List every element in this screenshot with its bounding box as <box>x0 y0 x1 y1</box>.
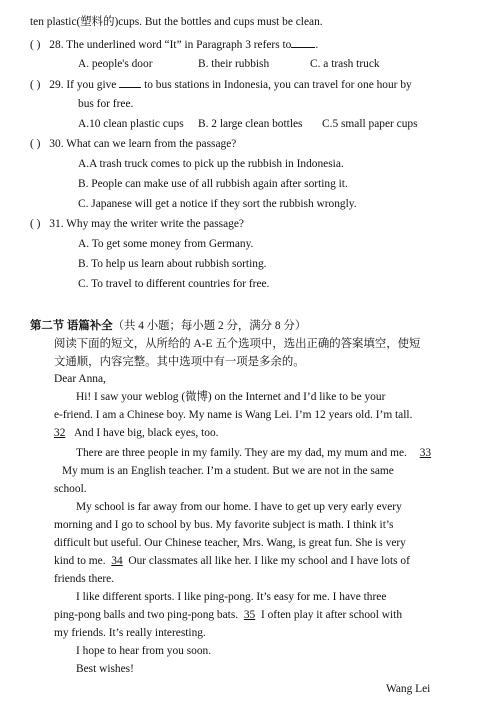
section-heading <box>30 319 306 333</box>
question-31-stem: 31. Why may the writer write the passage? <box>49 218 244 230</box>
question-29-stem-cont: to bus stations in Indonesia, you can travel for one hour by <box>144 79 412 91</box>
blank-32: 32 <box>54 427 66 439</box>
blank-33: 33 <box>419 447 432 459</box>
question-29-stem-wrap: bus for free. <box>78 98 134 110</box>
question-31 <box>30 217 244 231</box>
letter-line: my friends. It’s really interesting. <box>54 627 206 639</box>
answer-paren: ( ) <box>30 79 41 91</box>
question-29-stem: 29. If you give <box>49 79 117 91</box>
q29-option-b: B. 2 large clean bottles <box>198 118 303 130</box>
answer-blank <box>291 37 315 48</box>
letter-text: I often play it after school with <box>260 609 403 621</box>
letter-closing: Best wishes! <box>76 663 134 675</box>
q31-option-a: A. To get some money from Germany. <box>78 238 254 250</box>
q28-option-b: B. their rubbish <box>198 58 270 70</box>
letter-text: There are three people in my family. They are my dad, my mum and me. <box>76 447 407 459</box>
question-28 <box>30 37 318 52</box>
letter-text: And I have big, black eyes, too. <box>73 427 219 439</box>
letter-line: school. <box>54 483 87 495</box>
question-30-stem: 30. What can we learn from the passage? <box>49 138 237 150</box>
letter-signature: Wang Lei <box>386 683 431 695</box>
section-instruction-2: 文通顺，内容完整。其中选项中有一项是多余的。 <box>54 356 305 368</box>
question-28-stem-end: . <box>315 39 319 51</box>
letter-line: My mum is an English teacher. I’m a student. But we are not in the same <box>62 465 394 477</box>
letter-text: Our classmates all like her. I like my school and I have lots of <box>128 555 410 567</box>
blank-35: 35 <box>243 609 256 621</box>
q28-option-a: A. people's door <box>78 58 153 70</box>
letter-line <box>76 446 431 460</box>
letter-line: My school is far away from our home. I have to get up very early every <box>76 501 402 513</box>
letter-greeting: Dear Anna, <box>54 373 106 385</box>
letter-line: difficult but useful. Our Chinese teacher, Mrs. Wang, is great fun. She is very <box>54 537 406 549</box>
letter-line: e-friend. I am a Chinese boy. My name is Wang Lei. I’m 12 years old. I’m tall. <box>54 409 413 421</box>
question-28-stem: 28. The underlined word “It” in Paragraph 3 refers to <box>49 39 292 51</box>
answer-paren: ( ) <box>30 39 41 51</box>
letter-line: morning and I go to school by bus. My favorite subject is math. I think it’s <box>54 519 394 531</box>
letter-line: I like different sports. I like ping-pong. It’s easy for me. I have three <box>76 591 387 603</box>
letter-line <box>54 608 402 622</box>
letter-text: ping-pong balls and two ping-pong bats. <box>54 609 239 621</box>
section-instruction-1: 阅读下面的短文，从所给的 A-E 五个选项中，选出正确的答案填空，使短 <box>54 338 421 350</box>
answer-paren: ( ) <box>30 138 41 150</box>
letter-line: friends there. <box>54 573 115 585</box>
q29-option-a: A.10 clean plastic cups <box>78 118 184 130</box>
letter-line <box>54 554 410 568</box>
q28-option-c: C. a trash truck <box>310 58 380 70</box>
q30-option-a: A.A trash truck comes to pick up the rubbish in Indonesia. <box>78 158 344 170</box>
letter-line: I hope to hear from you soon. <box>76 645 212 657</box>
letter-line: Hi! I saw your weblog (微博) on the Internet and I’d like to be your <box>76 391 386 403</box>
continued-text-line: ten plastic(塑料的)cups. But the bottles and cups must be clean. <box>30 16 323 28</box>
blank-34: 34 <box>111 555 123 567</box>
answer-blank <box>119 77 141 88</box>
q30-option-c: C. Japanese will get a notice if they sort the rubbish wrongly. <box>78 198 357 210</box>
section-title: 第二节 语篇补全 <box>30 320 113 332</box>
q31-option-c: C. To travel to different countries for free. <box>78 278 270 290</box>
question-30 <box>30 137 236 151</box>
q31-option-b: B. To help us learn about rubbish sorting. <box>78 258 267 270</box>
section-score: （共 4 小题；每小题 2 分，满分 8 分） <box>112 320 307 332</box>
q29-option-c: C.5 small paper cups <box>322 118 418 130</box>
letter-text: kind to me. <box>54 555 106 567</box>
letter-line <box>54 426 219 440</box>
answer-paren: ( ) <box>30 218 41 230</box>
q30-option-b: B. People can make use of all rubbish again after sorting it. <box>78 178 348 190</box>
question-29 <box>30 77 412 92</box>
